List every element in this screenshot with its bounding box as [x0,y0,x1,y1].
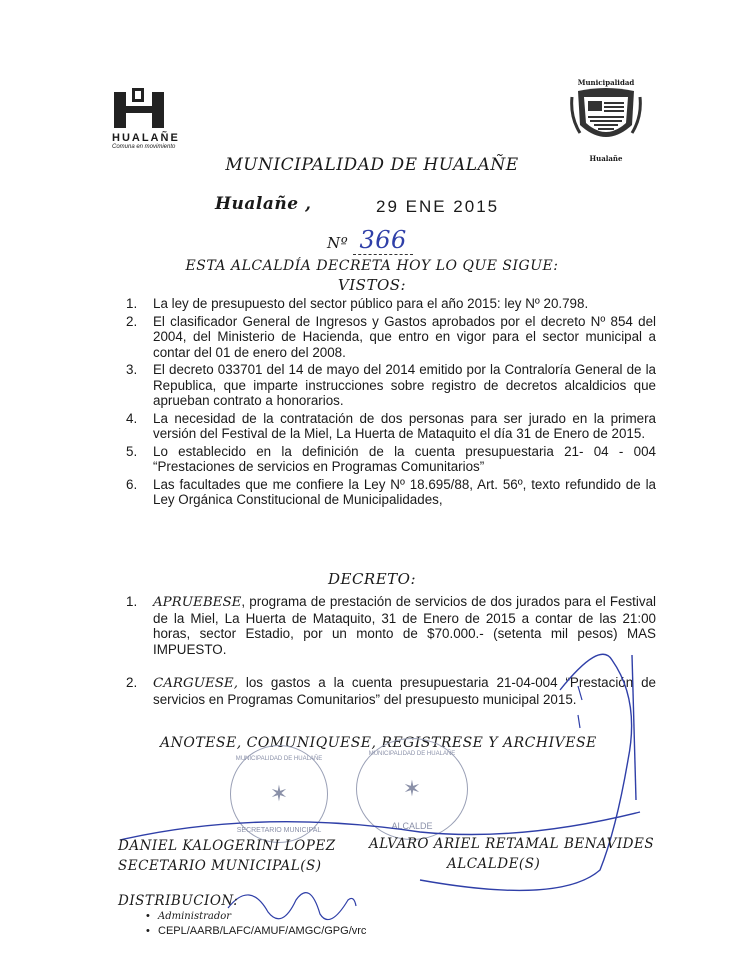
decree-number-value: 366 [353,226,412,255]
distribution-list [146,909,366,939]
closing-formula: ANOTESE, COMUNIQUESE, REGISTRESE Y ARCHIVESE [160,735,597,751]
distribution-heading: DISTRIBUCION: [118,893,239,909]
list-item: 5. Lo establecido en la definición de la cuenta presupuestaria 21- 04 - 004 “Prestaciones de servicios en Programas Comunitarios” [126,443,656,474]
list-item: 4. La necesidad de la contratación de dos personas para ser jurado en la primera versión del Festival de la Miel, La Huerta de Mataquito el día 31 de Enero de 2015. [126,410,656,441]
seal-bottom-text: Hualañe [589,154,623,163]
hualane-h-logo-icon [112,88,168,130]
vistos-heading: VISTOS: [337,276,407,294]
page-title: MUNICIPALIDAD DE HUALAÑE [225,155,519,175]
alcalde-stamp [356,738,468,840]
decree-verb: APRUEBESE [153,595,242,610]
coat-of-arms-icon [570,87,642,149]
list-item: 1. La ley de presupuesto del sector público para el año 2015: ley Nº 20.798. [126,296,589,311]
intro-statement: ESTA ALCALDÍA DECRETA HOY LO QUE SIGUE: [185,258,559,274]
bullet-icon: • [146,925,150,937]
signatory-right-role: ALCALDE(S) [447,856,541,872]
stamp-ring-text: MUNICIPALIDAD DE HUALAÑE [235,756,323,762]
seal-top-text: Municipalidad [577,78,635,87]
list-item: 6. Las facultades que me confiere la Ley Nº 18.695/88, Art. 56º, texto refundido de la Ley Orgánica Constitucional de Municipalidades, [126,476,656,507]
signatory-right-name: ALVARO ARIEL RETAMAL BENAVIDES [369,836,655,852]
stamp-label: SECRETARIO MUNICIPAL [236,827,322,834]
list-item: 2. CARGUESE, los gastos a la cuenta presupuestaria 21-04-004 “Prestación de servicios en Programas Comunitarios” del presupuesto municipal 2015. [126,675,656,707]
municipal-logo [112,88,180,150]
decreto-list [126,594,656,725]
vistos-list [126,296,656,510]
chilean-crest-icon: ✶ [402,776,422,801]
decreto-heading: DECRETO: [327,570,417,588]
bullet-icon: • [146,910,150,922]
list-item: • CEPL/AARB/LAFC/AMUF/AMGC/GPG/vrc [146,925,367,937]
signatory-left-name: DANIEL KALOGERINI LOPEZ [118,838,336,854]
decree-verb: CARGUESE, [153,676,238,691]
list-item: 2. El clasificador General de Ingresos y Gastos aprobados por el decreto Nº 854 del 2004, del Ministerio de Hacienda, que entro en vigor para el sector municipal a contar del 01 de enero del 2008. [126,313,656,360]
chilean-crest-icon: ✶ [269,781,289,806]
list-item: 1. APRUEBESE, programa de prestación de servicios de dos jurados para el Festival de la Miel, La Huerta de Mataquito, 31 de Enero de 2015 a contar de las 21:00 horas, sector Estadio, por un monto de $70.000.- (setenta mil pesos) MAS IMPUESTO. [126,594,656,657]
list-item: • Administrador [146,910,232,922]
decree-number [327,226,413,254]
place-text: Hualañe , [215,194,312,214]
secretario-stamp [230,745,328,843]
signatory-left-role: SECETARIO MUNICIPAL(S) [118,858,322,874]
date-stamp: 29 ENE 2015 [376,197,500,216]
decree-number-prefix: Nº [327,234,349,252]
list-item: 3. El decreto 033701 del 14 de mayo del 2014 emitido por la Contraloría General de la Republica, que imparte instrucciones sobre registro de decretos alcaldicios que aprueban contrato a honorarios. [126,362,656,408]
stamp-ring-text: MUNICIPALIDAD DE HUALAÑE [368,751,456,757]
logo-brand-text: HUALAÑE [112,132,180,144]
logo-tagline: Comuna en movimiento [112,144,176,150]
stamp-label: ALCALDE [391,821,433,831]
municipal-seal [570,78,642,163]
